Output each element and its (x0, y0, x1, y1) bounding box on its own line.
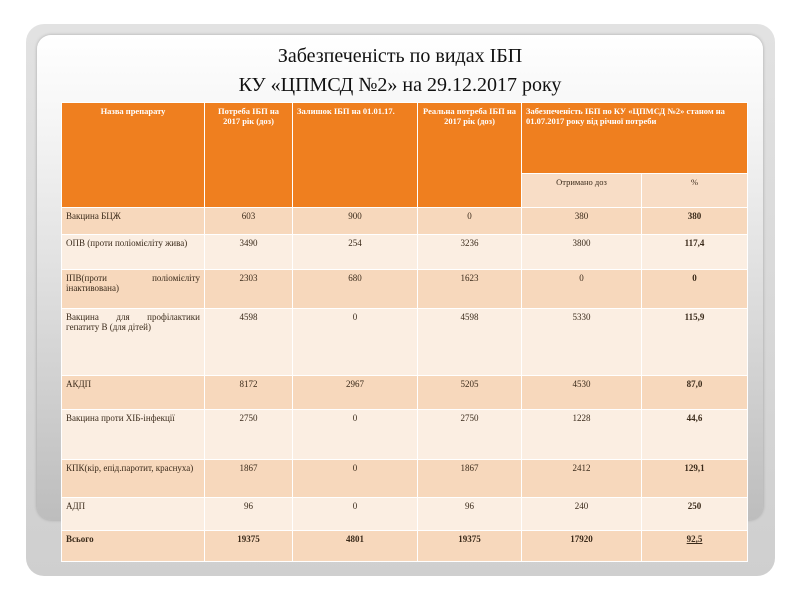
row-remain: 0 (293, 309, 418, 376)
row-received: 380 (522, 207, 642, 235)
row-real-need: 0 (418, 207, 522, 235)
row-name: КПК(кір, епід.паротит, краснуха) (62, 460, 205, 498)
total-row (62, 531, 748, 562)
row-name: Вакцина проти ХІБ-інфекції (62, 409, 205, 459)
row-need: 4598 (205, 309, 293, 376)
row-name: АДП (62, 498, 205, 531)
row-percent: 87,0 (642, 376, 748, 410)
supply-table (61, 102, 748, 562)
header-remain: Залишок ІБП на 01.01.17. (293, 103, 418, 208)
table-row (62, 270, 748, 309)
row-need: 603 (205, 207, 293, 235)
total-need: 19375 (205, 531, 293, 562)
table-row (62, 409, 748, 459)
row-remain: 2967 (293, 376, 418, 410)
table-row (62, 235, 748, 270)
row-need: 96 (205, 498, 293, 531)
table-row (62, 207, 748, 235)
row-percent: 117,4 (642, 235, 748, 270)
title-line-2: КУ «ЦПМСД №2» на 29.12.2017 року (238, 74, 562, 96)
row-received: 3800 (522, 235, 642, 270)
row-need: 1867 (205, 460, 293, 498)
header-supply: Забезпеченість ІБП по КУ «ЦПМСД №2» станом на 01.07.2017 року від річної потреби (522, 103, 748, 174)
row-real-need: 96 (418, 498, 522, 531)
row-real-need: 1623 (418, 270, 522, 309)
table-row (62, 376, 748, 410)
row-remain: 680 (293, 270, 418, 309)
title-line-1: Забезпеченість по видах ІБП (277, 45, 523, 67)
row-real-need: 4598 (418, 309, 522, 376)
row-percent: 250 (642, 498, 748, 531)
row-real-need: 2750 (418, 409, 522, 459)
total-received: 17920 (522, 531, 642, 562)
row-remain: 0 (293, 409, 418, 459)
row-percent: 44,6 (642, 409, 748, 459)
row-percent: 0 (642, 270, 748, 309)
table-row (62, 309, 748, 376)
row-percent: 115,9 (642, 309, 748, 376)
row-name: ОПВ (проти поліомієліту жива) (62, 235, 205, 270)
row-need: 2303 (205, 270, 293, 309)
total-real: 19375 (418, 531, 522, 562)
row-real-need: 3236 (418, 235, 522, 270)
row-remain: 0 (293, 498, 418, 531)
total-remain: 4801 (293, 531, 418, 562)
slide-title (60, 42, 740, 100)
header-received: Отримано доз (522, 173, 642, 207)
table-row (62, 498, 748, 531)
header-percent: % (642, 173, 748, 207)
row-need: 8172 (205, 376, 293, 410)
row-received: 240 (522, 498, 642, 531)
header-need: Потреба ІБП на 2017 рік (доз) (205, 103, 293, 208)
row-percent: 380 (642, 207, 748, 235)
total-percent: 92,5 (686, 534, 703, 545)
row-name: Вакцина БЦЖ (62, 207, 205, 235)
row-real-need: 1867 (418, 460, 522, 498)
row-remain: 254 (293, 235, 418, 270)
row-real-need: 5205 (418, 376, 522, 410)
row-percent: 129,1 (642, 460, 748, 498)
row-name: Вакцина для профілактики гепатиту В (для дітей) (62, 309, 205, 376)
table-row (62, 460, 748, 498)
row-remain: 0 (293, 460, 418, 498)
header-real-need: Реальна потреба ІБП на 2017 рік (доз) (418, 103, 522, 208)
row-received: 4530 (522, 376, 642, 410)
row-need: 3490 (205, 235, 293, 270)
total-label: Всього (62, 531, 205, 562)
row-name: АКДП (62, 376, 205, 410)
row-received: 2412 (522, 460, 642, 498)
row-need: 2750 (205, 409, 293, 459)
row-received: 0 (522, 270, 642, 309)
row-remain: 900 (293, 207, 418, 235)
row-received: 1228 (522, 409, 642, 459)
row-received: 5330 (522, 309, 642, 376)
header-name: Назва препарату (62, 103, 205, 208)
row-name: ІПВ(проти поліомієліту інактивована) (62, 270, 205, 309)
